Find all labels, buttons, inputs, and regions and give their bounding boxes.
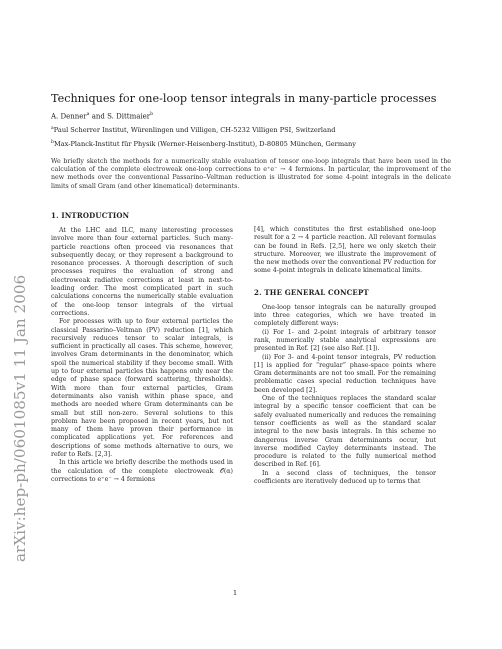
paragraph: In a second class of techniques, the tensor coefficients are iteratively deduced up to terms that — [254, 469, 436, 486]
authors — [51, 112, 153, 120]
paragraph: For processes with up to four external particles the classical Passarino–Veltman (PV) reduction [1], which recursively reduces tensor to scalar integrals, is sufficient in practically all cases. This scheme, however, involves Gram determinants in the denominator, which spoil the numerical stability if they become small. With up to four external particles this happens only near the edge of phase space (forward scattering, thresholds). With more than four external particles, Gram determinants also vanish within phase space, and methods are needed where Gram determinants can be small but still non-zero. Several solutions to this problem have been proposed in recent years, but not many of them have proven their performance in complicated applications yet. For references and descriptions of some methods alternative to ours, we refer to Refs. [2,3]. — [51, 318, 233, 459]
author-dittmaier-mark: b — [150, 112, 154, 117]
paragraph-continued: [4], which constitutes the first established one-loop result for a 2 → 4 particle reaction. All relevant formulas can be found in Refs. [2,5], here we only sketch their structure. Moreover, we illustrate the improvement of the new methods over the conventional PV reduction for some 4-point integrals in delicate kinematical limits. — [254, 226, 436, 275]
paragraph: (ii) For 3- and 4-point tensor integrals, PV reduction [1] is applied for “regular” phase-space points where Gram determinants are not too small. For the remaining problematic cases special reduction techniques have been developed [2]. — [254, 353, 436, 394]
author-joiner: and S. Dittmaier — [89, 112, 151, 121]
section-heading-general-concept: 2. THE GENERAL CONCEPT — [254, 287, 369, 297]
paragraph: One of the techniques replaces the standard scalar integral by a specific tensor coefficient that can be safely evaluated numerically and reduces the remaining tensor coefficients as well as the standard scalar integral to the new basis integrals. In this scheme no dangerous inverse Gram determinants occur, but inverse modified Cayley determinants instead. The procedure is related to the fully numerical method described in Ref. [6]. — [254, 395, 436, 469]
paragraph: At the LHC and ILC, many interesting processes involve more than four external particles. Such many-particle reactions often proceed via resonances that subsequently decay, or they represent a background to resonance processes. A thorough description of such processes requires the evaluation of strong and electroweak radiative corrections at least in next-to-leading order. The most complicated part in such calculations concerns the numerically stable evaluation of the one-loop tensor integrals of the virtual corrections. — [51, 227, 233, 317]
section-heading-introduction: 1. INTRODUCTION — [51, 211, 130, 220]
paragraph: (i) For 1- and 2-point integrals of arbitrary tensor rank, numerically stable analytical expressions are presented in Ref. [2] (see also Ref. [1]). — [254, 328, 436, 353]
affiliation-text: Max-Planck-Institut für Physik (Werner-Heisenberg-Institut), D-80805 München, Germany — [53, 140, 356, 149]
affiliation-text: Paul Scherrer Institut, Würenlingen und Villigen, CH-5232 Villigen PSI, Switzerland — [53, 126, 336, 135]
affiliation-a — [51, 126, 335, 134]
author-denner-mark: a — [86, 112, 90, 117]
affiliation-b — [51, 140, 356, 148]
affiliation-mark: a — [51, 126, 54, 131]
paragraph: One-loop tensor integrals can be naturally grouped into three categories, which we have treated in completely different ways: — [254, 303, 436, 328]
abstract: We briefly sketch the methods for a numerically stable evaluation of tensor one-loop integrals that have been used in the calculation of the complete electroweak one-loop corrections to e⁺e⁻ → 4 fermions. In particular, the improvement of the new methods over the conventional Passarino–Veltman reduction is illustrated for some 4-point integrals in the delicate limits of small Gram (and other kinematical) determinants. — [51, 158, 451, 190]
paper-title: Techniques for one-loop tensor integrals in many-particle processes — [51, 92, 437, 105]
paragraph: In this article we briefly describe the methods used in the calculation of the complete electroweak 𝒪(α) corrections to e⁺e⁻ → 4 fermions — [51, 459, 233, 483]
arxiv-stamp — [2, 150, 32, 570]
arxiv-stamp-text: arXiv:hep-ph/0601085v1 11 Jan 2006 — [11, 274, 29, 562]
left-column — [51, 211, 233, 484]
affiliation-mark: b — [51, 140, 54, 145]
author-denner: A. Denner — [51, 112, 87, 121]
page-number: 1 — [233, 589, 238, 597]
right-column — [254, 226, 436, 486]
